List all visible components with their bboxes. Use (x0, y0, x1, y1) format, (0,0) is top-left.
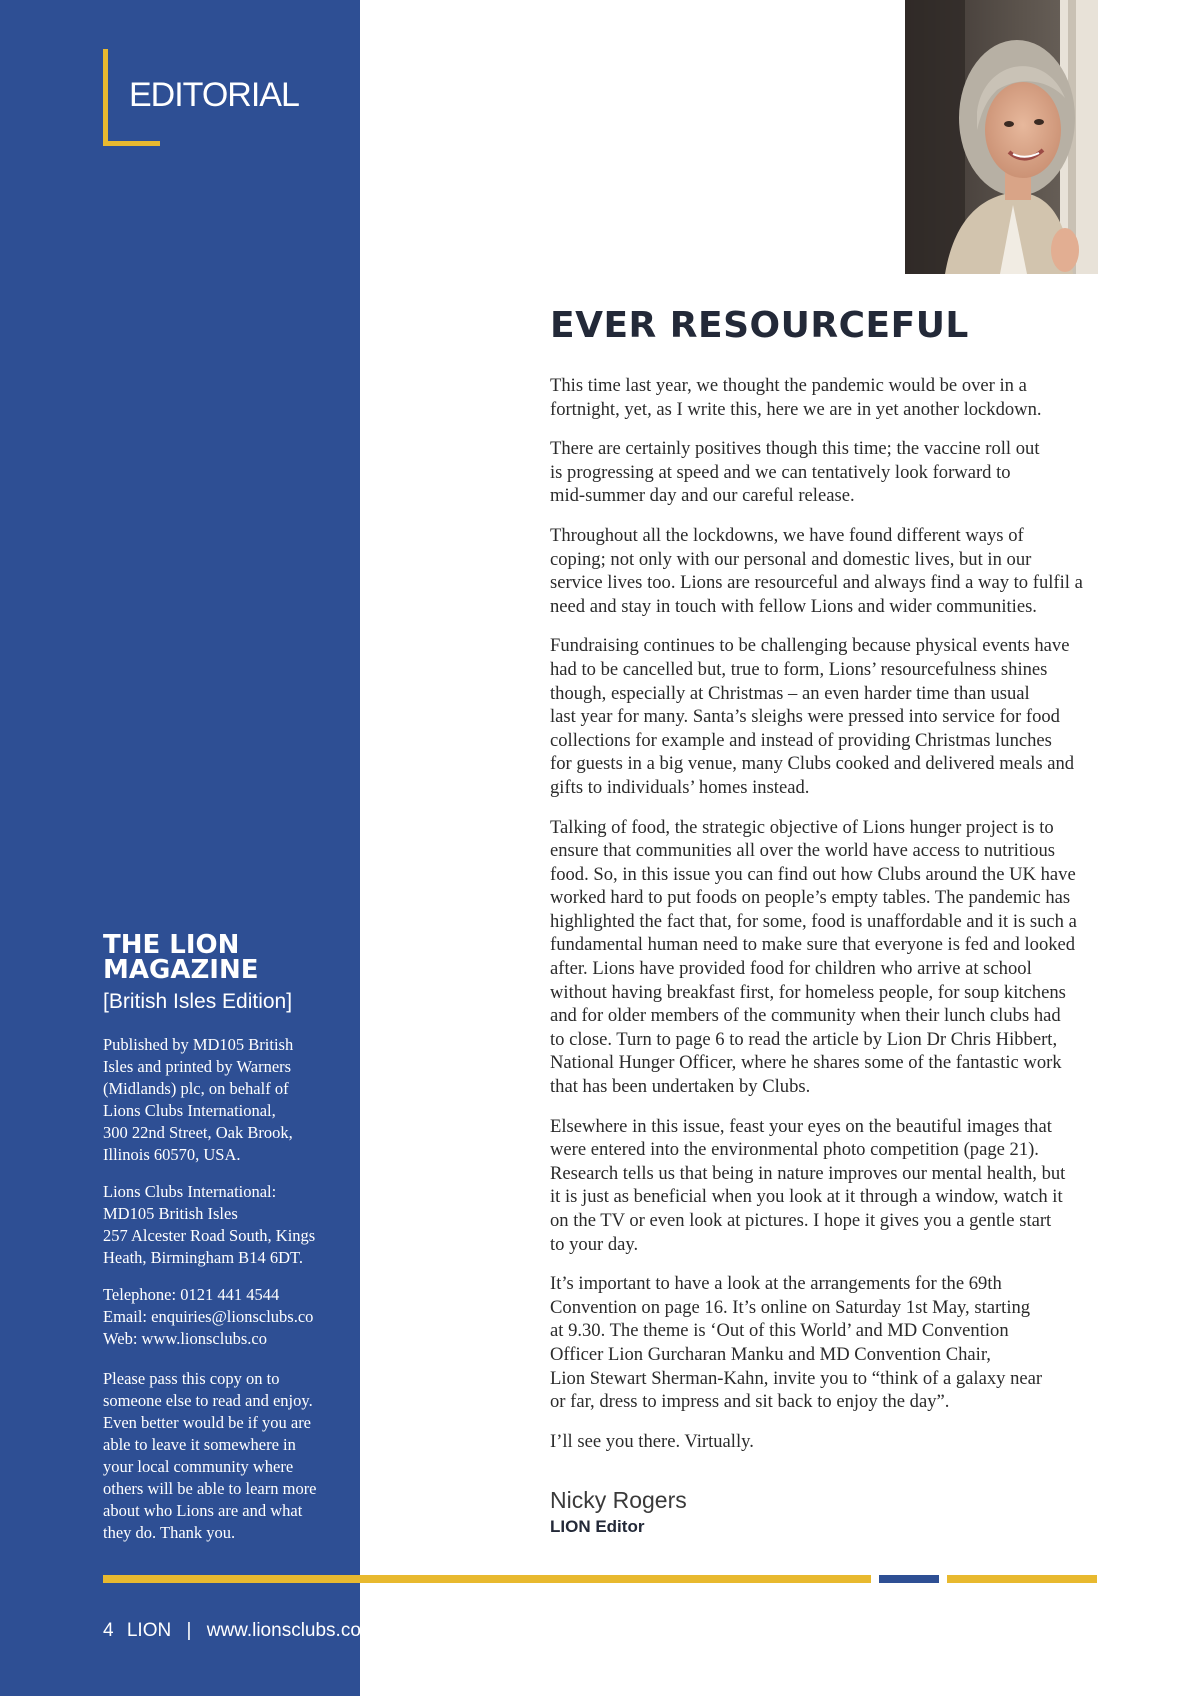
publisher-line: Isles and printed by Warners (103, 1057, 292, 1076)
note-line: others will be able to learn more (103, 1479, 317, 1498)
article-line: on the TV or even look at pictures. I hope it gives you a gentle start (550, 1210, 1052, 1231)
pass-on-note (103, 1368, 328, 1544)
article-paragraph (550, 1115, 1110, 1257)
article-line: Officer Lion Gurcharan Manku and MD Convention Chair, (550, 1343, 991, 1365)
editor-role: LION Editor (550, 1517, 645, 1536)
article-line: is progressing at speed and we can tentatively look forward to (550, 461, 1011, 483)
magazine-title-line-1: THE LION (103, 930, 240, 960)
article-paragraph (550, 437, 1110, 508)
article-line: This time last year, we thought the pandemic would be over in a (550, 375, 1027, 396)
page-number: 4 (103, 1620, 114, 1641)
page-folio (103, 1620, 361, 1642)
publisher-line: Illinois 60570, USA. (103, 1145, 241, 1164)
article-line: and for older members of the community when their lunch clubs had (550, 1005, 1061, 1027)
contact-telephone: Telephone: 0121 441 4544 (103, 1285, 280, 1304)
publisher-line: 300 22nd Street, Oak Brook, (103, 1123, 293, 1142)
contact-info (103, 1284, 328, 1350)
article-line: fortnight, yet, as I write this, here we are in yet another lockdown. (550, 398, 1042, 420)
article-line: without having breakfast first, for homeless people, for soup kitchens (550, 981, 1066, 1003)
article-line: that has been undertaken by Clubs. (550, 1076, 811, 1098)
article-line: highlighted the fact that, for some, food is unaffordable and it is such a (550, 910, 1077, 932)
article-line: Research tells us that being in nature improves our mental health, but (550, 1162, 1066, 1184)
article-line: Throughout all the lockdowns, we have found different ways of (550, 524, 1024, 546)
article-line: Elsewhere in this issue, feast your eyes on the beautiful images that (550, 1115, 1052, 1137)
article-line: last year for many. Santa’s sleighs were pressed into service for food (550, 706, 1060, 728)
article-line: were entered into the environmental photo competition (page 21). (550, 1139, 1039, 1161)
article-line: for guests in a big venue, many Clubs cooked and delivered meals and (550, 753, 1075, 775)
editor-portrait-icon (905, 0, 1098, 274)
article-line: though, especially at Christmas – an even harder time than usual (550, 682, 1030, 704)
article-line: coping; not only with our personal and domestic lives, but in our (550, 548, 1032, 570)
address-line: Lions Clubs International: (103, 1182, 277, 1201)
address-line: MD105 British Isles (103, 1204, 238, 1223)
article-line: service lives too. Lions are resourceful and always find a way to fulfil a (550, 572, 1083, 594)
address-info (103, 1181, 328, 1269)
magazine-title (103, 930, 343, 985)
article-line: after. Lions have provided food for children who arrive at school (550, 958, 1032, 980)
article-body (550, 374, 1110, 1469)
article-line: I’ll see you there. Virtually. (550, 1430, 754, 1452)
article-line: collections for example and instead of providing Christmas lunches (550, 729, 1052, 751)
article-line: Lion Stewart Sherman-Kahn, invite you to “think of a galaxy near (550, 1367, 1043, 1389)
address-line: 257 Alcester Road South, Kings (103, 1226, 316, 1245)
note-line: they do. Thank you. (103, 1523, 236, 1542)
contact-website[interactable]: Web: www.lionsclubs.co (103, 1329, 267, 1348)
section-label: EDITORIAL (129, 76, 299, 114)
article-line: ensure that communities all over the world have access to nutritious (550, 840, 1055, 862)
article-line: National Hunger Officer, where he shares some of the fantastic work (550, 1052, 1062, 1074)
article-line: Convention on page 16. It’s online on Saturday 1st May, starting (550, 1296, 1031, 1318)
article-line: Fundraising continues to be challenging because physical events have (550, 635, 1070, 657)
article-line: it is just as beneficial when you look at it through a window, watch it (550, 1186, 1063, 1208)
sidebar-panel (0, 0, 360, 1696)
article-paragraph (550, 816, 1110, 1099)
publisher-line: (Midlands) plc, on behalf of (103, 1079, 289, 1098)
article-line: or far, dress to impress and sit back to enjoy the day”. (550, 1391, 950, 1413)
magazine-edition: [British Isles Edition] (103, 990, 293, 1013)
magazine-title-line-2: MAGAZINE (103, 955, 259, 985)
editor-signature: Nicky Rogers (550, 1487, 687, 1513)
folio-magazine-name: LION (126, 1620, 172, 1641)
contact-email[interactable]: Email: enquiries@lionsclubs.co (103, 1307, 314, 1326)
note-line: able to leave it somewhere in (103, 1435, 296, 1454)
article-paragraph (550, 1272, 1110, 1414)
article-paragraph (550, 524, 1110, 618)
footer-rule-blue (879, 1575, 939, 1583)
note-line: your local community where (103, 1457, 294, 1476)
article-headline: EVER RESOURCEFUL (550, 305, 969, 346)
article-line: It’s important to have a look at the arrangements for the 69th (550, 1273, 1002, 1295)
footer-rule-yellow-short (947, 1575, 1097, 1583)
address-line: Heath, Birmingham B14 6DT. (103, 1248, 303, 1267)
article-paragraph (550, 374, 1110, 421)
article-line: fundamental human need to make sure that everyone is fed and looked (550, 934, 1076, 956)
article-line: mid-summer day and our careful release. (550, 485, 855, 507)
folio-separator: | (186, 1620, 192, 1641)
note-line: someone else to read and enjoy. (103, 1391, 313, 1410)
publisher-line: Published by MD105 British (103, 1035, 294, 1054)
article-line: had to be cancelled but, true to form, Lions’ resourcefulness shines (550, 658, 1048, 680)
article-line: to your day. (550, 1233, 639, 1255)
article-line: Talking of food, the strategic objective of Lions hunger project is to (550, 816, 1054, 838)
publisher-info (103, 1034, 328, 1166)
publisher-line: Lions Clubs International, (103, 1101, 276, 1120)
article-line: worked hard to put foods on people’s empty tables. The pandemic has (550, 887, 1071, 909)
editor-portrait-photo (905, 0, 1098, 274)
article-paragraph (550, 634, 1110, 799)
note-line: Please pass this copy on to (103, 1369, 280, 1388)
footer-rule-yellow (103, 1575, 871, 1583)
folio-website[interactable]: www.lionsclubs.co (206, 1620, 361, 1641)
article-line: to close. Turn to page 6 to read the article by Lion Dr Chris Hibbert, (550, 1028, 1058, 1050)
article-line: There are certainly positives though this time; the vaccine roll out (550, 438, 1040, 460)
note-line: Even better would be if you are (103, 1413, 312, 1432)
note-line: about who Lions are and what (103, 1501, 303, 1520)
article-line: need and stay in touch with fellow Lions and wider communities. (550, 595, 1037, 617)
article-line: food. So, in this issue you can find out how Clubs around the UK have (550, 863, 1076, 885)
article-paragraph (550, 1430, 1110, 1454)
article-line: gifts to individuals’ homes instead. (550, 776, 810, 798)
article-line: at 9.30. The theme is ‘Out of this World’ and MD Convention (550, 1320, 1009, 1342)
